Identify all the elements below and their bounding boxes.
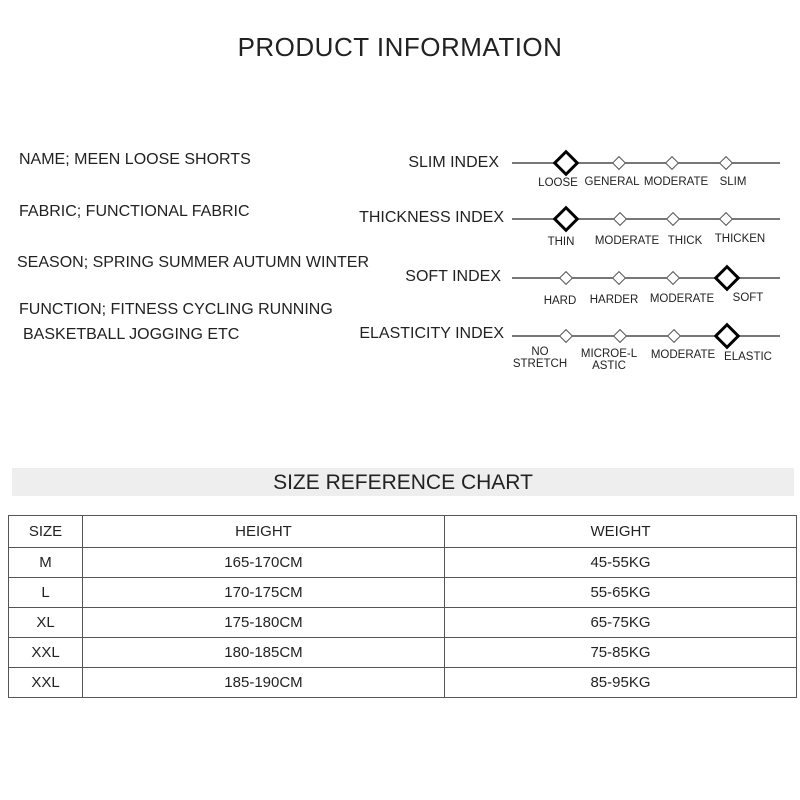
weight-cell: 45-55KG [445,548,797,578]
slim-index-option-slim: SLIM [719,176,747,188]
height-cell: 185-190CM [83,668,445,698]
elasticity-index-option-no-stretch: NO STRETCH [512,346,568,370]
weight-cell: 55-65KG [445,578,797,608]
column-header-height: HEIGHT [83,516,445,548]
thickness-index-marker-thicken [719,212,733,226]
soft-index-label: SOFT INDEX [405,268,501,285]
table-row [9,548,797,578]
soft-index-marker-hard [559,271,573,285]
size-chart-header-band [12,468,794,496]
info-function-line1: FUNCTION; FITNESS CYCLING RUNNING [19,301,333,318]
soft-index-option-harder: HARDER [589,294,639,306]
elasticity-index-marker-elastic [714,323,741,350]
page-title: PRODUCT INFORMATION [237,32,563,62]
thickness-index-marker-thick [666,212,680,226]
soft-index-option-hard: HARD [543,295,577,307]
soft-index-marker-soft [714,265,741,292]
weight-cell: 65-75KG [445,608,797,638]
thickness-index-marker-moderate [613,212,627,226]
slim-index-option-moderate: MODERATE [643,176,709,188]
soft-index-marker-moderate [666,271,680,285]
table-row [9,578,797,608]
soft-index-option-soft: SOFT [732,292,764,304]
table-row [9,638,797,668]
slim-index-option-loose: LOOSE [538,177,578,189]
thickness-index-option-thicken: THICKEN [714,233,766,245]
slim-index-marker-slim [719,156,733,170]
soft-index-option-moderate: MODERATE [649,293,715,305]
info-season: SEASON; SPRING SUMMER AUTUMN WINTER [17,254,370,271]
column-header-weight: WEIGHT [445,516,797,548]
table-row [9,668,797,698]
elasticity-index-option-elastic: ELASTIC [724,351,772,363]
thickness-index-option-thin: THIN [547,236,575,248]
height-cell: 180-185CM [83,638,445,668]
size-table-header-row [9,516,797,548]
elasticity-index-option-microelastic: MICROE-LASTIC [580,348,638,372]
thickness-index-option-thick: THICK [667,235,703,247]
weight-cell: 75-85KG [445,638,797,668]
weight-cell: 85-95KG [445,668,797,698]
size-cell: XXL [9,638,83,668]
elasticity-index-marker-moderate [667,329,681,343]
slim-index-marker-moderate [665,156,679,170]
thickness-index-option-moderate: MODERATE [594,235,660,247]
info-function-line2: BASKETBALL JOGGING ETC [23,326,240,343]
column-header-size: SIZE [9,516,83,548]
slim-index-marker-loose [553,150,580,177]
info-name: NAME; MEEN LOOSE SHORTS [19,151,251,168]
size-cell: L [9,578,83,608]
height-cell: 165-170CM [83,548,445,578]
size-table [8,515,797,698]
slim-index-label: SLIM INDEX [408,154,499,171]
slim-index-marker-general [612,156,626,170]
size-cell: XXL [9,668,83,698]
size-cell: XL [9,608,83,638]
elasticity-index-label: ELASTICITY INDEX [359,325,504,342]
slim-index-option-general: GENERAL [584,176,640,188]
elasticity-index-option-moderate: MODERATE [650,349,716,361]
thickness-index-label: THICKNESS INDEX [359,209,504,226]
size-cell: M [9,548,83,578]
soft-index-marker-harder [612,271,626,285]
info-fabric: FABRIC; FUNCTIONAL FABRIC [19,203,250,220]
height-cell: 175-180CM [83,608,445,638]
table-row [9,608,797,638]
elasticity-index-marker-no-stretch [559,329,573,343]
thickness-index-marker-thin [553,206,580,233]
elasticity-index-marker-microelastic [613,329,627,343]
size-chart-title: SIZE REFERENCE CHART [273,471,533,494]
height-cell: 170-175CM [83,578,445,608]
